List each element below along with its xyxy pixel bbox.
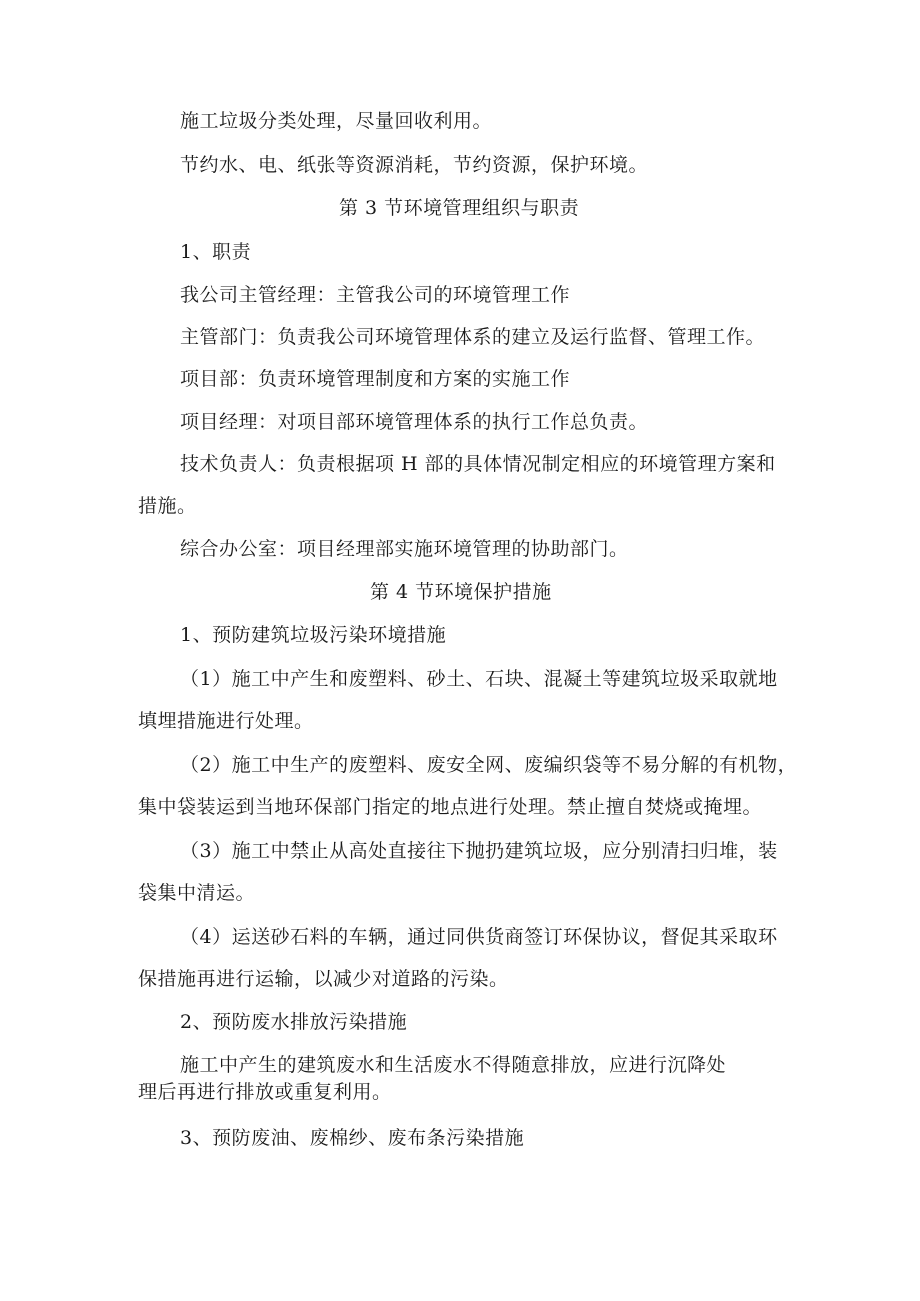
item-1-3-line-1: （3）施工中禁止从高处直接往下抛扔建筑垃圾，应分别清扫归堆，装 [180, 840, 778, 862]
paragraph-project-manager: 项目经理：对项目部环境管理体系的执行工作总负责。 [180, 411, 649, 433]
paragraph-technical-lead-continued: 措施。 [138, 495, 197, 517]
item-2-heading: 2、预防废水排放污染措施 [180, 1011, 408, 1033]
section-3-title: 第 3 节环境管理组织与职责 [339, 197, 580, 219]
paragraph-manager: 我公司主管经理：主管我公司的环境管理工作 [180, 284, 571, 306]
item-3-heading: 3、预防废油、废棉纱、废布条污染措施 [180, 1127, 525, 1149]
paragraph-technical-lead: 技术负责人：负责根据项 H 部的具体情况制定相应的环境管理方案和 [180, 453, 776, 475]
item-1-4-line-2: 保措施再进行运输，以减少对道路的污染。 [138, 968, 509, 990]
duty-heading: 1、职责 [180, 241, 252, 263]
item-1-heading: 1、预防建筑垃圾污染环境措施 [180, 624, 447, 646]
item-1-1-line-2: 填埋措施进行处理。 [138, 710, 314, 732]
item-1-2-line-1: （2）施工中生产的废塑料、废安全网、废编织袋等不易分解的有机物， [180, 754, 798, 776]
item-1-2-line-2: 集中袋装运到当地环保部门指定的地点进行处理。禁止擅自焚烧或掩埋。 [138, 796, 763, 818]
section-4-title: 第 4 节环境保护措施 [370, 581, 552, 603]
item-1-1-line-1: （1）施工中产生和废塑料、砂土、石块、混凝土等建筑垃圾采取就地 [180, 668, 778, 690]
paragraph-project-department: 项目部：负责环境管理制度和方案的实施工作 [180, 368, 571, 390]
paragraph-resource-saving: 节约水、电、纸张等资源消耗，节约资源，保护环境。 [180, 154, 649, 176]
paragraph-waste-sorting: 施工垃圾分类处理，尽量回收利用。 [180, 110, 493, 132]
item-1-4-line-1: （4）运送砂石料的车辆，通过同供货商签订环保协议，督促其采取环 [180, 926, 778, 948]
paragraph-department: 主管部门：负责我公司环境管理体系的建立及运行监督、管理工作。 [180, 326, 766, 348]
item-1-3-line-2: 袋集中清运。 [138, 882, 256, 904]
item-2-line-1: 施工中产生的建筑废水和生活废水不得随意排放，应进行沉降处 [180, 1054, 727, 1076]
paragraph-office: 综合办公室：项目经理部实施环境管理的协助部门。 [180, 538, 629, 560]
item-2-line-2: 理后再进行排放或重复利用。 [138, 1081, 392, 1103]
